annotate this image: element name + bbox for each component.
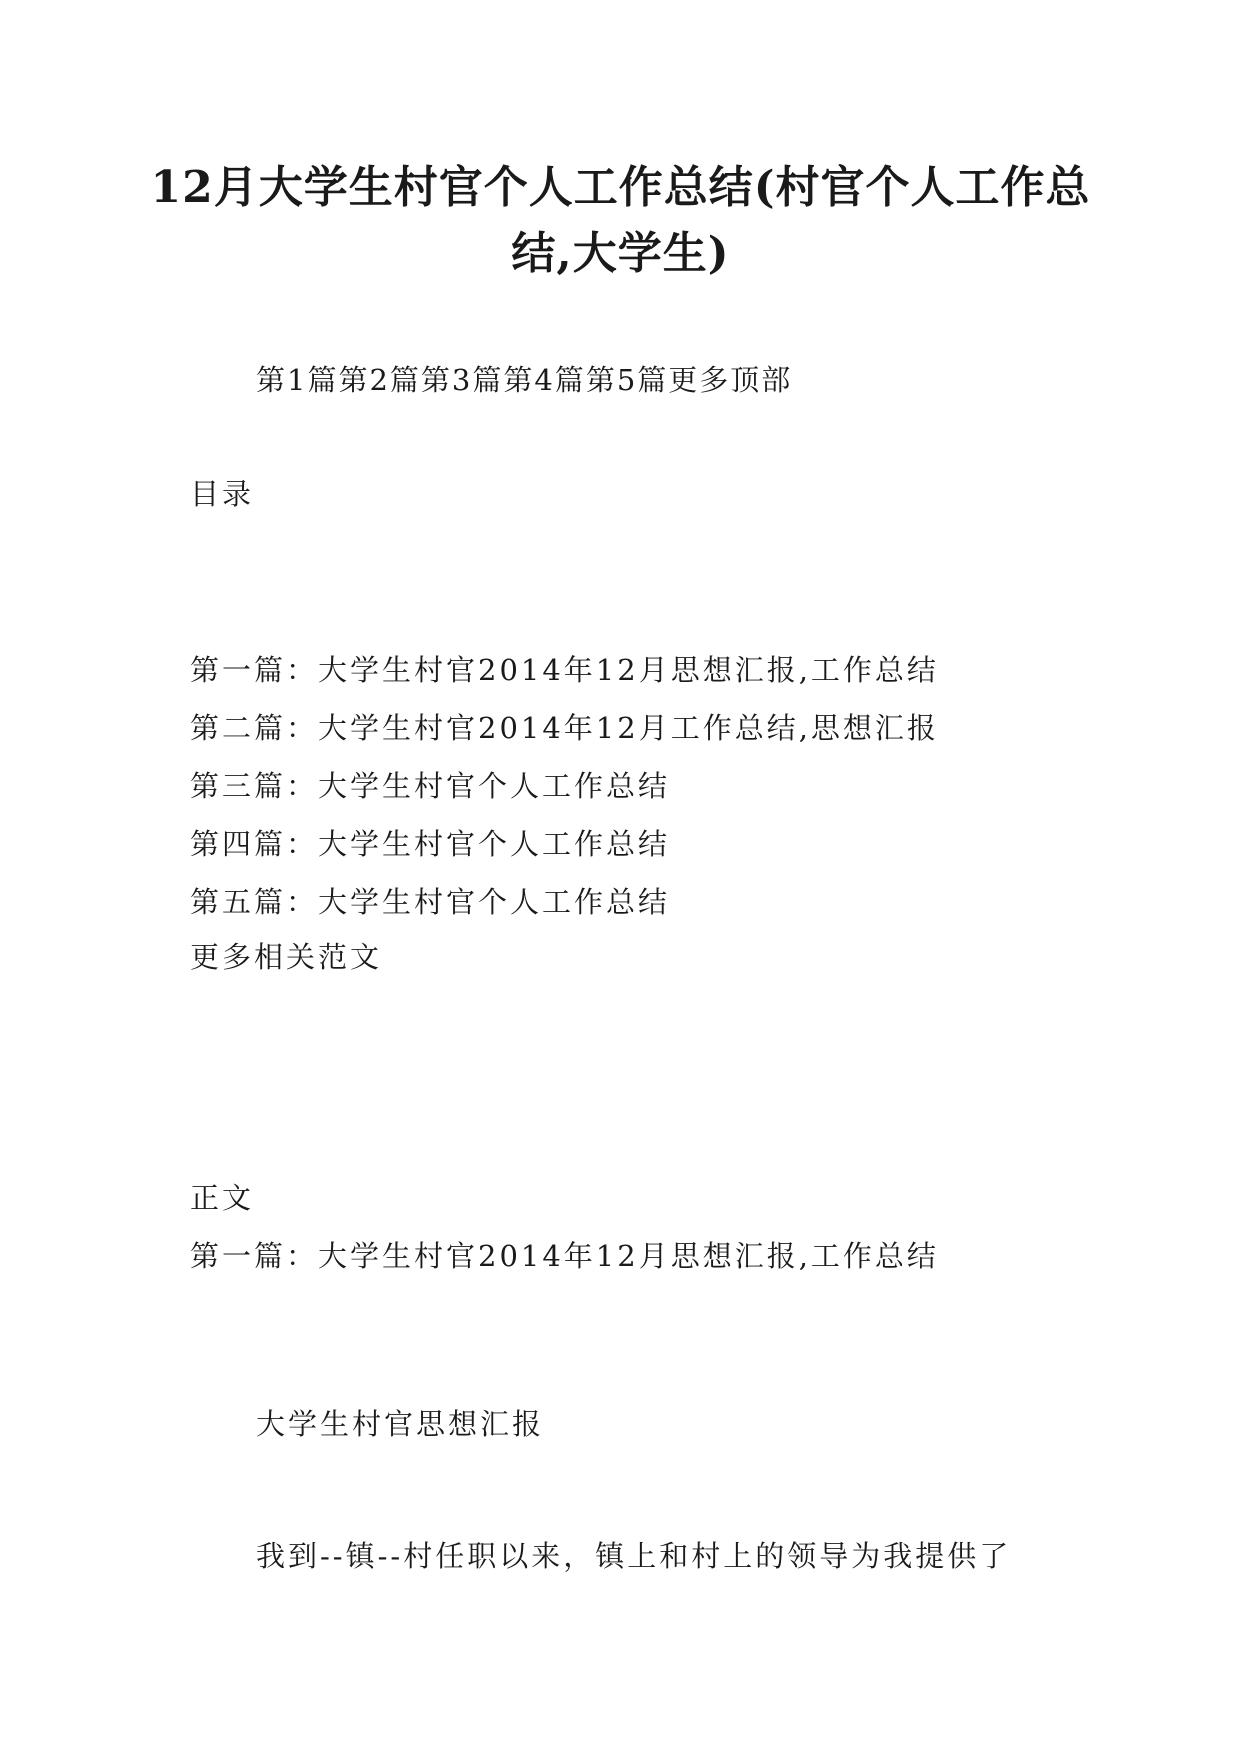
- toc-item-3[interactable]: 第三篇：大学生村官个人工作总结: [190, 769, 671, 803]
- nav-link-part-2[interactable]: 第2篇: [338, 363, 421, 397]
- toc-item-4[interactable]: 第四篇：大学生村官个人工作总结: [190, 827, 671, 861]
- section-title: 第一篇：大学生村官2014年12月思想汇报,工作总结: [190, 1239, 939, 1273]
- body-heading: 正文: [190, 1181, 255, 1215]
- nav-link-more[interactable]: 更多: [668, 363, 731, 397]
- article-subtitle: 大学生村官思想汇报: [256, 1407, 545, 1441]
- toc-heading: 目录: [190, 477, 255, 511]
- nav-link-part-3[interactable]: 第3篇: [420, 363, 504, 397]
- article-nav: [256, 360, 792, 400]
- toc-item-5[interactable]: 第五篇：大学生村官个人工作总结: [190, 885, 671, 919]
- toc-item-more[interactable]: 更多相关范文: [190, 940, 383, 974]
- nav-link-part-4[interactable]: 第4篇: [503, 363, 586, 397]
- toc-item-2[interactable]: 第二篇：大学生村官2014年12月工作总结,思想汇报: [190, 711, 939, 745]
- nav-link-top[interactable]: 顶部: [730, 363, 793, 397]
- document-title: 12月大学生村官个人工作总结(村官个人工作总结,大学生): [150, 162, 1091, 279]
- nav-link-part-1[interactable]: 第1篇: [256, 363, 339, 397]
- nav-link-part-5[interactable]: 第5篇: [585, 363, 669, 397]
- toc-item-1[interactable]: 第一篇：大学生村官2014年12月思想汇报,工作总结: [190, 653, 939, 687]
- paragraph-text: 我到--镇--村任职以来，镇上和村上的领导为我提供了: [256, 1539, 1012, 1573]
